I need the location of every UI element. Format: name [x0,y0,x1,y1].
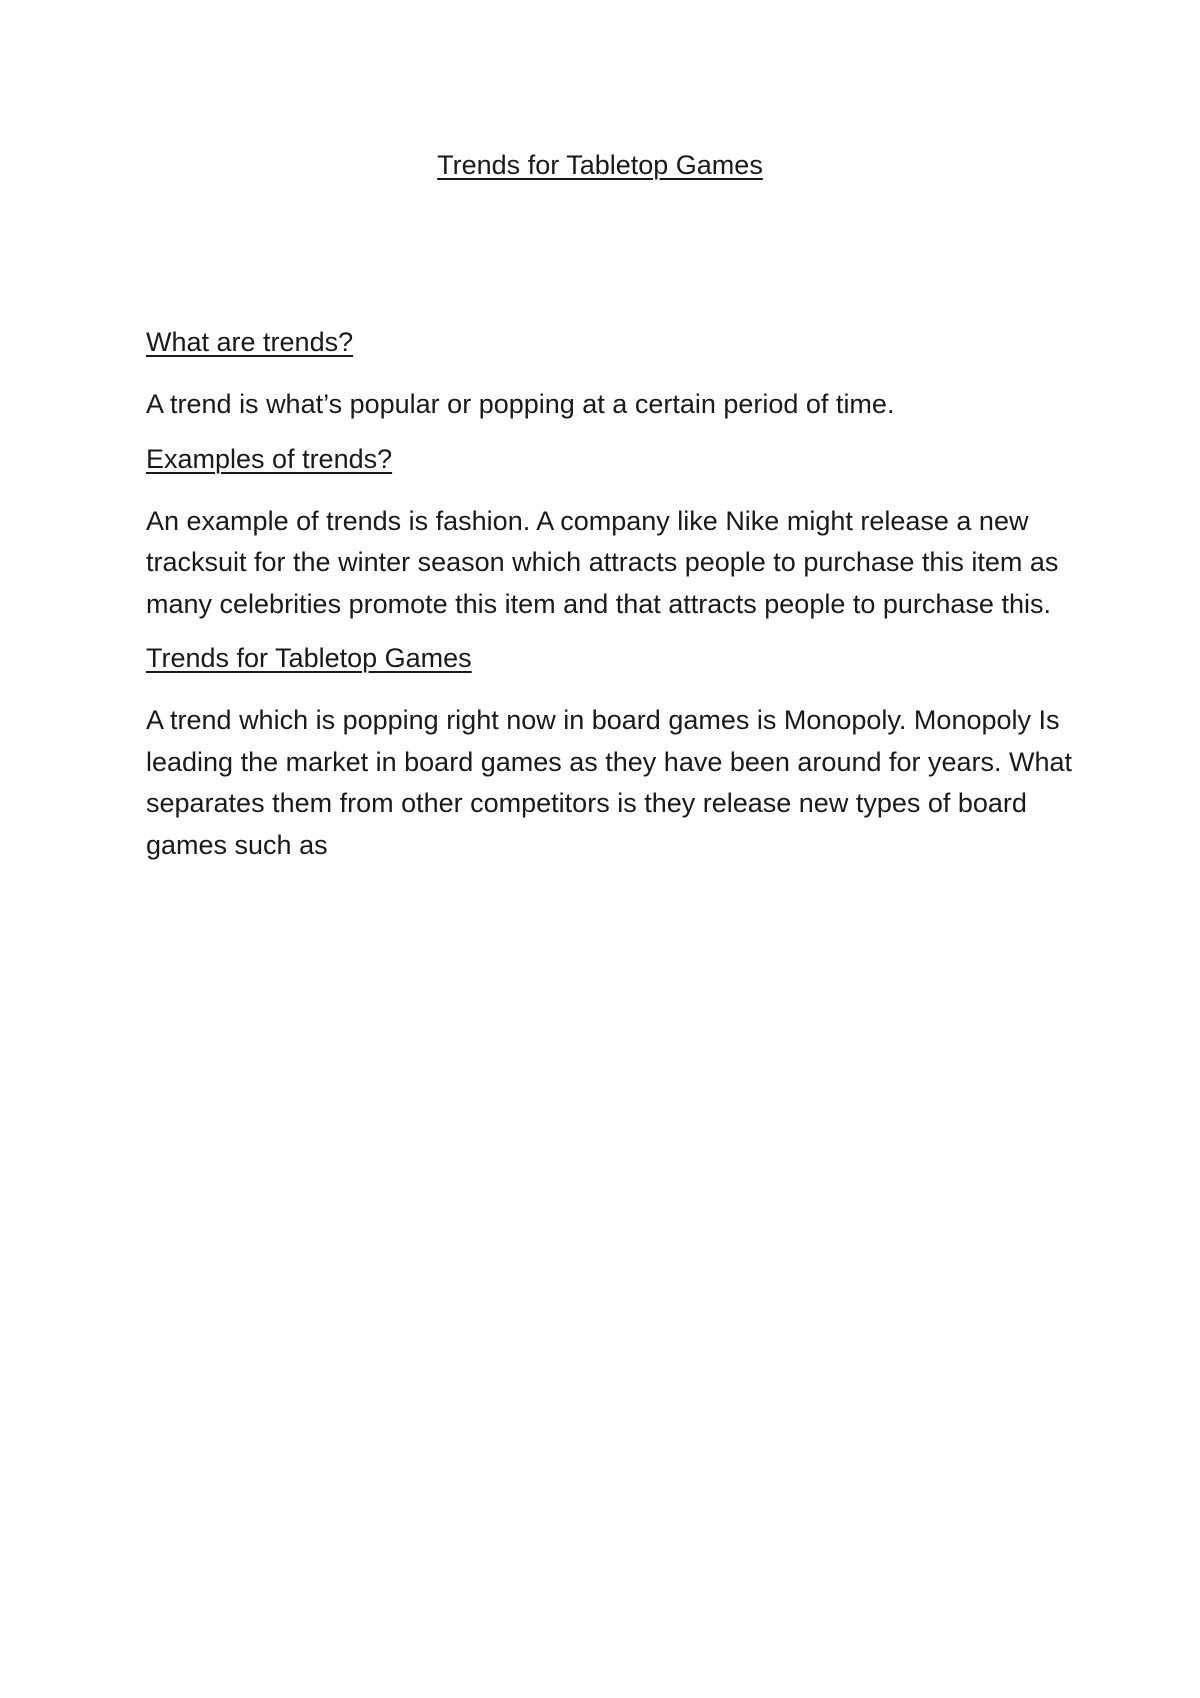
document-body [146,325,1076,882]
section-heading-trends-for-tabletop-games: Trends for Tabletop Games [146,643,472,673]
section-body-trends-for-tabletop-games: A trend which is popping right now in board games is Monopoly. Monopoly Is leading the market in board games as they have been around for years. What separates them from other competitors is they release new types of board games such as [146,705,1073,860]
section-body-examples-of-trends: An example of trends is fashion. A company like Nike might release a new tracksuit for the winter season which attracts people to purchase this item as many celebrities promote this item and that attracts people to purchase this. [146,505,1059,619]
section-body-what-are-trends: A trend is what’s popular or popping at a certain period of time. [146,389,895,419]
section-heading-what-are-trends: What are trends? [146,327,354,357]
document-title: Trends for Tabletop Games [437,150,763,180]
section-heading-examples-of-trends: Examples of trends? [146,443,393,474]
